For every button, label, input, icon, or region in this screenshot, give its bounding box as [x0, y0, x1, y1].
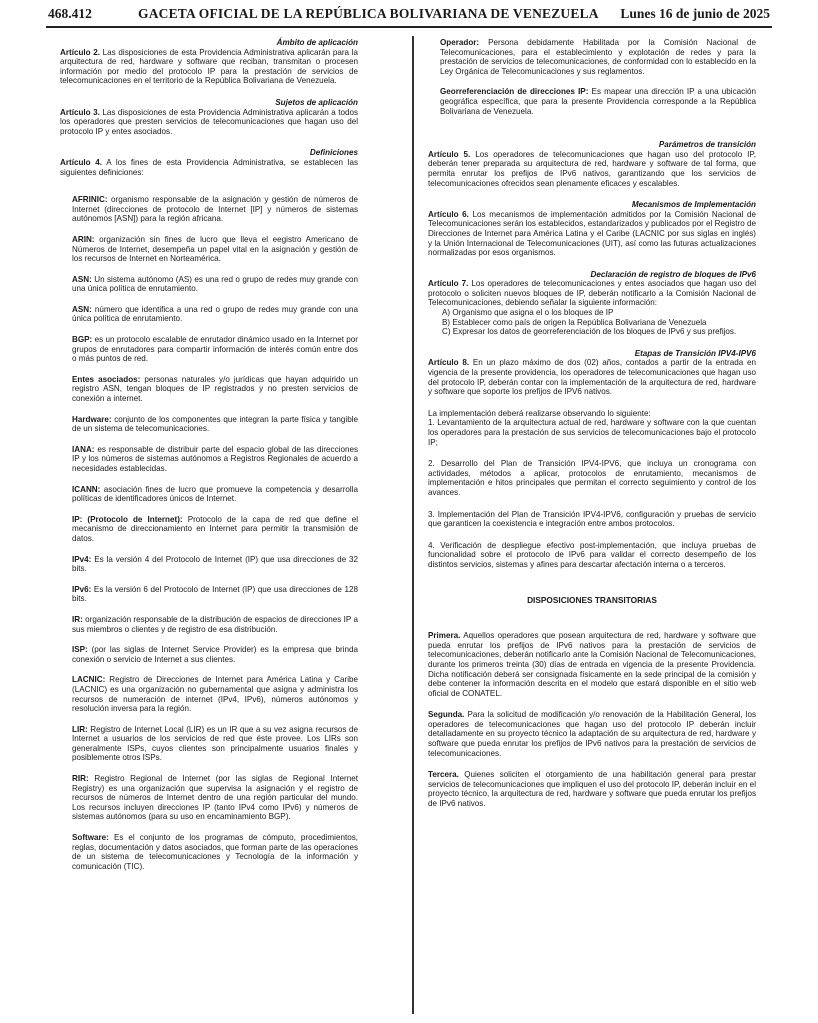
- section-heading: Mecanismos de Implementación: [631, 200, 756, 210]
- article-label: Artículo 2.: [60, 47, 100, 57]
- definition-text: número que identifica a una red o grupo de redes muy grande con una única política de enrutamiento.: [72, 304, 359, 324]
- article-label: Artículo 3.: [60, 107, 100, 117]
- definition-text: Registro de Direcciones de Internet para América Latina y Caribe (LACNIC) es una organización no gubernamental que asigna y administra los recursos de numeración de internet (IPv4, IPv6), números autónomos y resolución inversa para la región.: [72, 675, 358, 714]
- definition-term: LIR:: [72, 724, 88, 734]
- definition-term: IP: (Protocolo de Internet):: [72, 514, 183, 524]
- disposition-label: Primera.: [428, 631, 461, 641]
- gazette-title: GACETA OFICIAL DE LA REPÚBLICA BOLIVARIANA DE VENEZUELA: [138, 6, 599, 21]
- implementation-step: 1. Levantamiento de la arquitectura actual de red, hardware y software con la que cuentan los operadores para la prestación de sus servicios de telecomunicaciones bajo el protocolo IP;: [428, 418, 756, 447]
- section-heading: Parámetros de transición: [658, 140, 756, 150]
- definition-text: Un sistema autónomo (AS) es una red o grupo de redes muy grande con una única política de enrutamiento.: [72, 274, 358, 294]
- definition-item: [72, 485, 358, 504]
- article-label: Artículo 4.: [60, 157, 103, 167]
- definition-text: Protocolo de la capa de red que define el mecanismo de direccionamiento en Internet para permitir la transmisión de datos.: [72, 514, 358, 543]
- page-header: [48, 6, 770, 24]
- article-7: [428, 279, 756, 308]
- disposition-text: Aquellos operadores que posean arquitectura de red, hardware y software que pueda enrutar los prefijos de IPv6 nativos para la prestación de servicios de telecomunicaciones, deberán notificarlo ante la Comisión Nacional de Telecomunicaciones, durante los primeros treinta (30) días de entrada en vigencia de la presente Providencia. Dicha notificación deberá ser consignada físicamente en la sede principal de la comisión y debe contener la información descrita en el modelo que estará disponible en el sitio web oficial de CONATEL.: [428, 631, 756, 698]
- definition-text: organización sin fines de lucro que lleva el eegistro Americano de Números de Internet, desempeña un papel vital en la asignación y gestión de los recursos de Internet en Norteamérica.: [72, 234, 359, 264]
- header-rule: [46, 26, 772, 28]
- definition-text: Es el conjunto de los programas de cómputo, procedimientos, reglas, documentación y datos asociados, que forman parte de las operaciones de un sistema de telecomunicaciones y Tecnología de la información y comunicación (TIC).: [72, 833, 359, 871]
- gazette-number: 468.412: [48, 6, 92, 21]
- definition-term: BGP:: [72, 335, 93, 345]
- article-3: [60, 108, 358, 137]
- definition-text: organismo responsable de la asignación y gestión de números de Internet (direcciones de protocolo de Internet [IP] y números de sistemas autónomos [ASN]) para la región africana.: [72, 195, 358, 224]
- transitory-first: [428, 631, 756, 698]
- section-heading: Sujetos de aplicación: [275, 97, 358, 107]
- definition-item: [72, 675, 358, 713]
- list-item: C) Expresar los datos de georreferenciación de los bloques de IPv6 y sus prefijos.: [442, 327, 737, 337]
- definition-text: personas naturales y/o jurídicas que hayan adquirido un registro ASN, tengan bloques de IP registrados y no presten servicios de conexión a internet.: [72, 374, 358, 404]
- implementation-step: 4. Verificación de despliegue efectivo post-implementación, que incluya pruebas de funcionalidad sobre el protocolo de IPv6 para validar el correcto desempeño de los distintos servicios, sistemas y afines para descartar afectación interna o a terceros.: [428, 540, 756, 569]
- definition-item: [72, 725, 358, 763]
- implementation-step: 2. Desarrollo del Plan de Transición IPV4-IPV6, que incluya un cronograma con actividades, métodos a aplicar, protocolos de enrutamiento, mecanismos de implementación e hitos principales que permitan el correcto seguimiento y control de los avances.: [428, 459, 756, 497]
- definition-term: IPv4:: [72, 554, 92, 564]
- column-divider: [412, 36, 414, 1014]
- definition-text: es responsable de distribuir parte del espacio global de las direcciones IP y los números de sistemas autónomos a Registros Regionales de acuerdo a necesidades establecidas.: [72, 444, 358, 473]
- disposition-text: Para la solicitud de modificación y/o renovación de la Habilitación General, los operadores de telecomunicaciones que hagan uso del protocolo IP deberán incluir detalladamente en su proyecto técnico la adaptación de su arquitectura de red, hardware y software que pueda enrutar los prefijos de IPv6 nativos para la prestación de servicios de telecomunicaciones.: [428, 710, 756, 758]
- article-6: [428, 210, 756, 258]
- right-column: [428, 38, 756, 809]
- definition-text: Es mapear una dirección IP a una ubicación geográfica específica, que para la presente Providencia corresponde a la República Bolivariana de Venezuela.: [440, 87, 756, 116]
- definition-item: [440, 87, 756, 116]
- definition-term: Entes asociados:: [72, 374, 141, 384]
- definition-text: asociación fines de lucro que promueve la competencia y desarrolla políticas de identificadores únicos de Internet.: [72, 484, 358, 504]
- article-text: A los fines de esta Providencia Administrativa, se establecen las siguientes definiciones:: [60, 157, 358, 177]
- definition-text: (por las siglas de Internet Service Provider) es la empresa que brinda conexión o servicio de Internet a sus clientes.: [72, 645, 359, 664]
- section-heading: Definiciones: [309, 148, 358, 158]
- article-label: Artículo 6.: [428, 209, 469, 219]
- article-text: Las disposiciones de esta Providencia Administrativa aplicarán a todos los operadores que presten servicios de telecomunicaciones que hagan uso del protocolo IP y entes asociados.: [60, 107, 359, 136]
- definition-item: [72, 774, 358, 822]
- implementation-intro: La implementación deberá realizarse observando lo siguiente:: [428, 408, 651, 418]
- article-text: En un plazo máximo de dos (02) años, contados a partir de la entrada en vigencia de la presente providencia, los operadores de telecomunicaciones que hagan uso del protocolo IP, deberán contar con la implementación de la arquitectura de red, hardware y software que soporte los prefijos de IPV6 nativos.: [428, 358, 757, 397]
- definition-term: AFRINIC:: [72, 195, 108, 205]
- article-2: [60, 48, 358, 86]
- definition-text: conjunto de los componentes que integran la parte física y tangible de un sistema de telecomunicaciones.: [72, 414, 359, 434]
- definition-item: [72, 305, 358, 324]
- definition-term: ASN:: [72, 274, 92, 284]
- definition-term: IPv6:: [72, 584, 92, 594]
- transitory-heading: DISPOSICIONES TRANSITORIAS: [527, 594, 657, 605]
- definition-item: [72, 645, 358, 664]
- definition-text: Es la versión 6 del Protocolo de Internet (IP) que usa direcciones de 128 bits.: [72, 584, 358, 604]
- section-heading: Declaración de registro de bloques de IPv6: [590, 269, 756, 279]
- definition-term: ISP:: [72, 645, 88, 655]
- definition-text: es un protocolo escalable de enrutador dinámico usado en la Internet por grupos de enrutadores para compartir información de interés común entre dos o más puntos de red.: [72, 335, 359, 364]
- definition-item: [72, 585, 358, 604]
- definition-term: Software:: [72, 833, 109, 843]
- definition-item: [72, 275, 358, 294]
- transitory-second: [428, 710, 756, 758]
- definition-item: [72, 195, 358, 224]
- definition-term: Georreferenciación de direcciones IP:: [440, 87, 589, 97]
- definition-term: Hardware:: [72, 414, 112, 424]
- definition-term: Operador:: [440, 38, 480, 47]
- article-label: Artículo 7.: [428, 279, 469, 289]
- definition-term: ASN:: [72, 304, 92, 314]
- article-text: Las disposiciones de esta Providencia Administrativa aplicarán para la arquitectura de red, hardware y software que reciban, transmitan o procesen información por medio del protocolo IP para la prestación de servicios de telecomunicaciones en el territorio de la República Bolivariana de Venezuela.: [60, 47, 358, 86]
- article-7-list: [428, 308, 756, 337]
- definition-term: IR:: [72, 614, 83, 624]
- definition-item: [72, 833, 358, 871]
- article-text: Los operadores de telecomunicaciones y entes asociados que hagan uso del protocolo o soliciten nuevos bloques de IP, deberán notificarlo a la Comisión Nacional de Telecomunicaciones, debiendo señalar la siguiente información:: [428, 279, 757, 308]
- article-5: [428, 150, 756, 188]
- definition-item: [440, 38, 756, 76]
- disposition-label: Segunda.: [428, 710, 465, 720]
- definition-text: Registro Regional de Internet (por las siglas de Regional Internet Registry) es una organización que supervisa la asignación y el registro de recursos de números de Internet dentro de una región particular del mundo. Los recursos incluyen direcciones IP (tanto IPv4 como IPv6) y números de sistemas autónomos (para su uso en encaminamiento BGP).: [72, 774, 358, 822]
- gazette-date: Lunes 16 de junio de 2025: [620, 6, 770, 21]
- disposition-text: Quienes soliciten el otorgamiento de una habilitación general para prestar servicios de telecomunicaciones que impliquen el uso del protocolo IP, deberán incluir en el proyecto técnico, la arquitectura de red, hardware y software que pueda enrutar los prefijos de IPv6 nativos.: [428, 770, 757, 809]
- definition-item: [72, 615, 358, 634]
- definition-term: LACNIC:: [72, 675, 106, 685]
- article-8: [428, 358, 756, 396]
- definition-item: [72, 515, 358, 544]
- list-item: A) Organismo que asigna el o los bloques de IP: [442, 308, 614, 318]
- definition-text: Registro de Internet Local (LIR) es un IR que a su vez asigna recursos de Internet a usuarios de los servicios de red que éste provee. Los LIRs son generalmente ISPs, cuyos clientes son principalmente usuarios finales y posiblemente otros ISPs.: [72, 724, 358, 763]
- definition-item: [72, 555, 358, 574]
- definition-item: [72, 415, 358, 434]
- section-heading: Ámbito de aplicación: [276, 38, 358, 47]
- definition-item: [72, 375, 358, 404]
- article-text: Los operadores de telecomunicaciones que hagan uso del protocolo IP, deberán tener preparada su arquitectura de red, hardware y software de tal forma, que permita enrutar los prefijos de IPv6 nativos, garantizando que los servicios de telecomunicaciones ofrecidos sean plenamente eficaces y escalables.: [428, 149, 757, 188]
- article-label: Artículo 5.: [428, 149, 471, 159]
- disposition-label: Tercera.: [428, 770, 459, 780]
- article-label: Artículo 8.: [428, 358, 470, 368]
- section-heading: Etapas de Transición IPV4-IPV6: [634, 348, 756, 358]
- definition-term: RIR:: [72, 774, 89, 784]
- definition-text: Persona debidamente Habilitada por la Comisión Nacional de Telecomunicaciones, para el establecimiento y explotación de redes y para la prestación de servicios de telecomunicaciones, de conformidad con lo establecido en la Ley Orgánica de Telecomunicaciones y sus reglamentos.: [440, 38, 756, 76]
- left-column: [60, 38, 358, 882]
- definition-text: organización responsable de la distribución de espacios de direcciones IP a sus miembros o clientes y de registro de esa distribución.: [72, 614, 358, 634]
- transitory-third: [428, 770, 756, 808]
- definition-term: ARIN:: [72, 234, 95, 244]
- definition-item: [72, 335, 358, 364]
- definition-term: IANA:: [72, 444, 95, 454]
- definition-item: [72, 445, 358, 474]
- implementation-step: 3. Implementación del Plan de Transición IPV4-IPV6, configuración y pruebas de servicio que garanticen la coexistencia e integración entre ambos protocolos.: [428, 509, 756, 529]
- list-item: B) Establecer como país de origen la República Bolivariana de Venezuela: [442, 317, 707, 327]
- definition-text: Es la versión 4 del Protocolo de Internet (IP) que usa direcciones de 32 bits.: [72, 554, 358, 574]
- definition-term: ICANN:: [72, 484, 101, 494]
- article-4: [60, 158, 358, 177]
- definition-item: [72, 235, 358, 264]
- article-text: Los mecanismos de implementación admitidos por la Comisión Nacional de Telecomunicaciones serán los establecidos, estandarizados y publicados por el Registro de Direcciones de Internet para América Latina y el Caribe (LACNIC por sus siglas en inglés) y la Unión Internacional de Telecomunicaciones (UIT), así como las futuras actualizaciones normalizadas por esos organismos.: [428, 209, 757, 258]
